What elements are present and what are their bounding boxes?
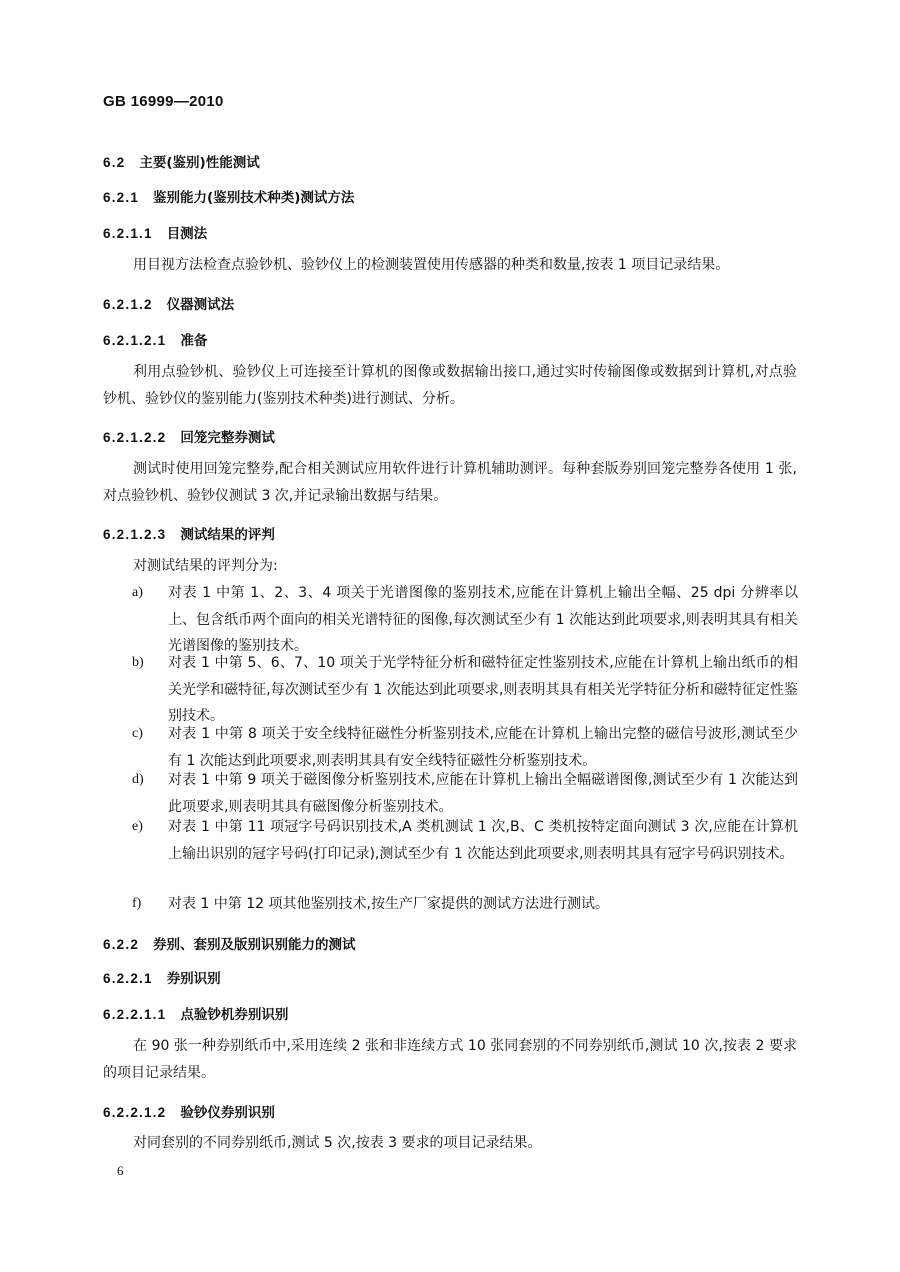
heading-6-2-1 (103, 186, 354, 206)
list-marker: c) (132, 726, 143, 741)
heading-6-2-2-1 (103, 967, 221, 987)
paragraph-6-2-1-2-3: 对测试结果的评判分为: (133, 558, 278, 574)
list-item (132, 814, 798, 867)
list-item (132, 580, 798, 660)
list-marker: d) (132, 772, 144, 787)
paragraph-6-2-2-1-2: 对同套别的不同券别纸币,测试 5 次,按表 3 要求的项目记录结果。 (133, 1135, 542, 1151)
heading-6-2-1-1 (103, 222, 207, 242)
page-number: 6 (117, 1163, 124, 1178)
list-item-text: 对表 1 中第 11 项冠字号码识别技术,A 类机测试 1 次,B、C 类机按特定面向测试 3 次,应能在计算机上输出识别的冠字号码(打印记录),测试至少有 1 次能达到此项要求,则表明其具有冠字号码识别技术。 (168, 819, 798, 862)
paragraph-6-2-1-1: 用目视方法检查点验钞机、验钞仪上的检测装置使用传感器的种类和数量,按表 1 项目记录结果。 (133, 257, 730, 273)
section-title: 券别识别 (166, 971, 221, 987)
standard-code: GB 16999—2010 (103, 93, 224, 110)
section-title: 准备 (180, 333, 208, 349)
section-title: 鉴别能力(鉴别技术种类)测试方法 (153, 190, 355, 206)
paragraph-6-2-1-2-1: 利用点验钞机、验钞仪上可连接至计算机的图像或数据输出接口,通过实时传输图像或数据到计算机,对点验钞机、验钞仪的鉴别能力(鉴别技术种类)进行测试、分析。 (103, 364, 797, 407)
list-marker: a) (132, 585, 143, 600)
heading-6-2-2-1-2 (103, 1101, 275, 1121)
list-marker: f) (132, 896, 142, 911)
paragraph-6-2-1-2-2: 测试时使用回笼完整券,配合相关测试应用软件进行计算机辅助测评。每种套版券别回笼完整券各使用 1 张,对点验钞机、验钞仪测试 3 次,并记录输出数据与结果。 (103, 461, 797, 504)
section-number: 6.2.1 (103, 190, 140, 205)
section-title: 仪器测试法 (166, 297, 235, 313)
section-number: 6.2.1.2.1 (103, 333, 167, 348)
list-item-text: 对表 1 中第 1、2、3、4 项关于光谱图像的鉴别技术,应能在计算机上输出全幅、25 dpi 分辨率以上、包含纸币两个面向的相关光谱特征的图像,每次测试至少有 1 次能达到此项要求,则表明其具有相关光谱图像的鉴别技术。 (168, 585, 798, 654)
section-title: 券别、套别及版别识别能力的测试 (153, 937, 356, 953)
list-item (132, 650, 798, 730)
heading-6-2-2 (103, 933, 356, 953)
list-item-text: 对表 1 中第 8 项关于安全线特征磁性分析鉴别技术,应能在计算机上输出完整的磁信号波形,测试至少有 1 次能达到此项要求,则表明其具有安全线特征磁性分析鉴别技术。 (168, 726, 798, 769)
section-title: 测试结果的评判 (180, 527, 275, 543)
section-number: 6.2.2.1.2 (103, 1105, 167, 1120)
list-item (132, 891, 798, 918)
section-number: 6.2.2.1.1 (103, 1007, 167, 1022)
section-title: 回笼完整券测试 (180, 430, 275, 446)
section-number: 6.2.2 (103, 937, 140, 952)
section-number: 6.2.1.2.3 (103, 527, 167, 542)
list-item-text: 对表 1 中第 12 项其他鉴别技术,按生产厂家提供的测试方法进行测试。 (168, 896, 609, 912)
list-item (132, 767, 798, 820)
section-number: 6.2.1.2 (103, 297, 153, 312)
section-number: 6.2.1.2.2 (103, 430, 167, 445)
heading-6-2-1-2 (103, 293, 234, 313)
section-number: 6.2 (103, 155, 126, 170)
paragraph-6-2-2-1-1: 在 90 张一种券别纸币中,采用连续 2 张和非连续方式 10 张同套别的不同券别纸币,测试 10 次,按表 2 要求的项目记录结果。 (103, 1038, 797, 1081)
section-number: 6.2.2.1 (103, 971, 153, 986)
heading-6-2 (103, 151, 260, 171)
heading-6-2-1-2-2 (103, 426, 275, 446)
section-title: 目测法 (166, 226, 208, 242)
list-marker: b) (132, 655, 144, 670)
section-number: 6.2.1.1 (103, 226, 153, 241)
list-item-text: 对表 1 中第 5、6、7、10 项关于光学特征分析和磁特征定性鉴别技术,应能在计算机上输出纸币的相关光学和磁特征,每次测试至少有 1 次能达到此项要求,则表明其具有相关光学特征分析和磁特征定性鉴别技术。 (168, 655, 798, 724)
list-marker: e) (132, 819, 143, 834)
heading-6-2-1-2-1 (103, 329, 207, 349)
heading-6-2-2-1-1 (103, 1003, 288, 1023)
list-item-text: 对表 1 中第 9 项关于磁图像分析鉴别技术,应能在计算机上输出全幅磁谱图像,测试至少有 1 次能达到此项要求,则表明其具有磁图像分析鉴别技术。 (168, 772, 798, 815)
section-title: 验钞仪券别识别 (180, 1105, 275, 1121)
heading-6-2-1-2-3 (103, 523, 275, 543)
section-title: 主要(鉴别)性能测试 (139, 155, 260, 171)
section-title: 点验钞机券别识别 (180, 1007, 289, 1023)
